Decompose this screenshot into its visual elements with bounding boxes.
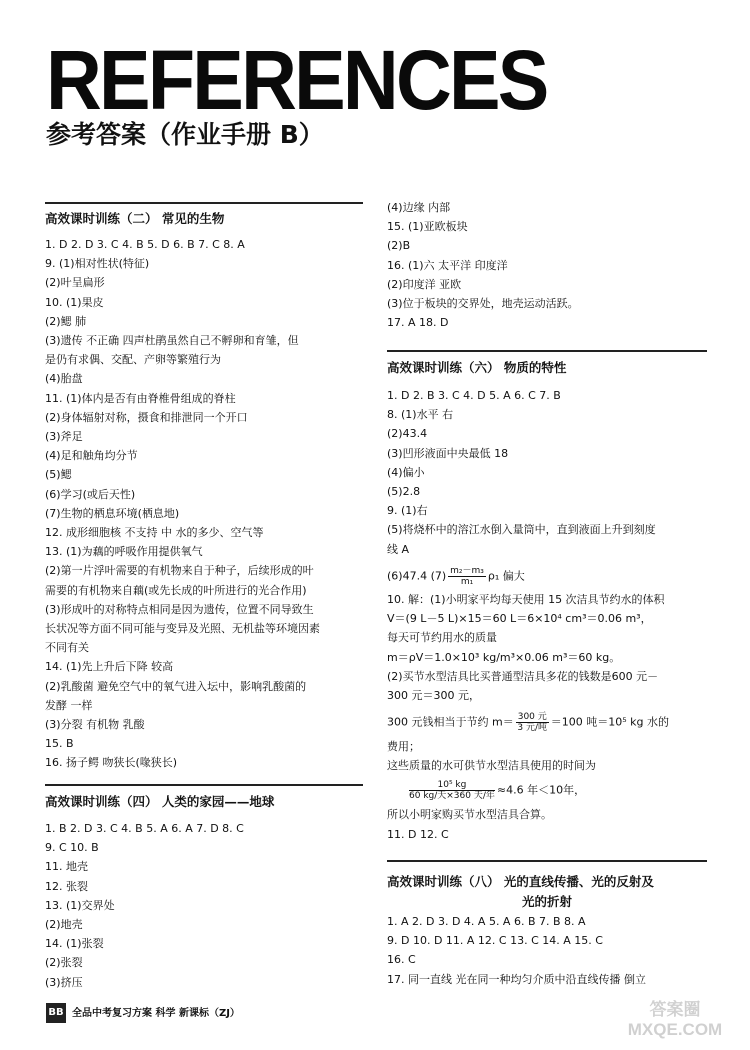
fraction <box>409 780 495 801</box>
answer-text: ρ₁ 偏大 <box>487 569 525 583</box>
watermark-line2: MXQE.COM <box>627 1020 723 1039</box>
answer-line: 这些质量的水可供节水型洁具使用的时间为 <box>387 759 596 773</box>
section-header-8-line2: 光的折射 <box>522 894 573 909</box>
answer-10-cost-line <box>387 712 669 733</box>
section-header-8: 高效课时训练（八） 光的直线传播、光的反射及 <box>387 874 654 889</box>
section-header-4: 高效课时训练（四） 人类的家园——地球 <box>45 794 275 809</box>
answer-line: (2)地壳 <box>45 918 83 931</box>
answer-line: 9. C 10. B <box>45 841 99 855</box>
answer-line: (2)B <box>387 239 411 253</box>
answer-line: 10. 解：(1)小明家平均每天使用 15 次洁具节约水的体积 <box>387 593 665 606</box>
answer-line: (2)43.4 <box>387 427 428 441</box>
answer-line: (5)2.8 <box>387 485 421 498</box>
section-rule <box>387 350 707 352</box>
answer-line: 12. 成形细胞核 不支持 中 水的多少、空气等 <box>45 526 264 539</box>
answer-line: (3)挤压 <box>45 975 83 989</box>
answer-line: 9. (1)相对性状(特征) <box>45 257 150 271</box>
answer-line: (2)张裂 <box>45 956 83 970</box>
answer-line: 15. (1)亚欧板块 <box>387 220 468 234</box>
answer-line: 16. C <box>387 953 416 967</box>
answer-10-time-line <box>407 780 585 801</box>
answer-line: 14. (1)张裂 <box>45 937 104 951</box>
footer <box>46 1003 240 1023</box>
answer-line: 17. 同一直线 光在同一种均匀介质中沿直线传播 倒立 <box>387 972 646 986</box>
answer-line: 15. B <box>45 737 74 751</box>
section-header-6: 高效课时训练（六） 物质的特性 <box>387 360 567 375</box>
answer-line: 线 A <box>387 542 410 556</box>
answer-line: 费用； <box>387 740 420 753</box>
answer-text: ＝100 吨＝10⁵ kg 水的 <box>550 715 670 729</box>
answer-line: (2)鳃 肺 <box>45 314 87 328</box>
fraction <box>448 566 486 587</box>
answer-line: 1. A 2. D 3. D 4. A 5. A 6. B 7. B 8. A <box>387 915 586 928</box>
answer-line: m＝ρV＝1.0×10³ kg/m³×0.06 m³＝60 kg。 <box>387 650 621 664</box>
answer-line: (2)叶呈扁形 <box>45 276 105 290</box>
answer-line: (3)形成叶的对称特点相同是因为遗传，位置不同导致生 <box>45 602 314 616</box>
answer-line: (3)位于板块的交界处，地壳运动活跃。 <box>387 297 579 310</box>
watermark-line1: 答案圈 <box>649 1000 701 1019</box>
watermark <box>612 1000 738 1044</box>
answer-line: 300 元＝300 元， <box>387 689 480 702</box>
section-rule <box>45 784 363 786</box>
answer-10-conclusion: 所以小明家购买节水型洁具合算。 <box>387 808 552 821</box>
answer-line: 10. (1)果皮 <box>45 295 104 309</box>
answer-line: (4)胎盘 <box>45 372 83 386</box>
fraction-numerator: 300 元 <box>517 712 547 722</box>
section-header-2: 高效课时训练（二） 常见的生物 <box>45 211 225 226</box>
fraction-denominator: m₁ <box>460 577 474 587</box>
answer-line: 13. (1)交界处 <box>45 898 115 912</box>
answer-text: ≈4.6 年＜10年， <box>496 783 586 797</box>
answer-line: 14. (1)先上升后下降 较高 <box>45 660 174 674</box>
answer-line: (6)学习(或后天性) <box>45 487 136 501</box>
answer-line: 发酵 一样 <box>45 698 93 712</box>
answer-line: 9. D 10. D 11. A 12. C 13. C 14. A 15. C <box>387 934 603 948</box>
answer-line: V＝(9 L－5 L)×15＝60 L＝6×10⁴ cm³＝0.06 m³， <box>387 612 652 626</box>
answer-line: 是仍有求偶、交配、产卵等繁殖行为 <box>45 353 221 367</box>
answer-line: 17. A 18. D <box>387 316 449 330</box>
answer-line: 每天可节约用水的质量 <box>387 631 497 645</box>
answer-line: 8. (1)水平 右 <box>387 408 454 422</box>
answer-line: (5)鳃 <box>45 468 72 482</box>
answer-line: 9. (1)右 <box>387 504 428 518</box>
page-title: REFERENCES <box>46 33 547 127</box>
answer-line: (3)斧足 <box>45 430 83 443</box>
answer-line: 11. 地壳 <box>45 860 88 874</box>
answer-line: (2)买节水型洁具比买普通型洁具多花的钱数是600 元－ <box>387 669 659 683</box>
fraction <box>516 712 549 733</box>
answer-line: 11. (1)体内是否有由脊椎骨组成的脊柱 <box>45 391 236 405</box>
answer-line: (4)偏小 <box>387 465 425 479</box>
footer-text: 全品中考复习方案 科学 新课标（ZJ） <box>72 1008 240 1019</box>
answer-11-12: 11. D 12. C <box>387 828 449 841</box>
page-subtitle: 参考答案（作业手册 B） <box>46 120 324 149</box>
answer-line: (3)分裂 有机物 乳酸 <box>45 718 145 731</box>
section-rule <box>387 860 707 862</box>
answer-line: (2)身体辐射对称，摄食和排泄同一个开口 <box>45 410 248 424</box>
answer-line: (3)遗传 不正确 四声杜鹃虽然自己不孵卵和育雏，但 <box>45 334 299 347</box>
answer-line: (2)第一片浮叶需要的有机物来自于种子，后续形成的叶 <box>45 564 314 578</box>
answer-line: (2)乳酸菌 避免空气中的氧气进入坛中，影响乳酸菌的 <box>45 679 307 693</box>
answer-line: (2)印度洋 亚欧 <box>387 277 462 291</box>
answer-line: 长状况等方面不同可能与变异及光照、无机盐等环境因素 <box>45 622 320 635</box>
answer-line: 1. D 2. D 3. C 4. B 5. D 6. B 7. C 8. A <box>45 238 245 251</box>
fraction-denominator: 60 kg/天×360 天/年 <box>409 791 495 801</box>
answer-line: (7)生物的栖息环境(栖息地) <box>45 506 180 520</box>
answer-line: 需要的有机物来自藕(或先长成的叶所进行的光合作用) <box>45 583 307 597</box>
section-rule <box>45 202 363 204</box>
answer-text: (6)47.4 (7) <box>387 569 447 583</box>
fraction-numerator: 10⁵ kg <box>409 780 495 791</box>
answer-text: 300 元钱相当于节约 m＝ <box>387 715 514 729</box>
answer-line: 1. B 2. D 3. C 4. B 5. A 6. A 7. D 8. C <box>45 822 244 835</box>
book-logo-icon: BB <box>46 1003 66 1023</box>
answer-line: 16. (1)六 太平洋 印度洋 <box>387 258 508 272</box>
fraction-denominator: 3 元/吨 <box>517 723 548 733</box>
answer-line: 16. 扬子鳄 吻狭长(喙狭长) <box>45 756 178 770</box>
answer-line: 12. 张裂 <box>45 879 88 893</box>
answer-line: (4)足和触角均分节 <box>45 449 138 463</box>
answer-line: 13. (1)为藕的呼吸作用提供氧气 <box>45 545 203 559</box>
answer-line: 1. D 2. B 3. C 4. D 5. A 6. C 7. B <box>387 389 561 402</box>
answer-line: (4)边缘 内部 <box>387 201 451 214</box>
answer-line: 不同有关 <box>45 641 89 655</box>
answer-line: (5)将烧杯中的溶江水倒入量筒中，直到液面上升到刻度 <box>387 523 656 537</box>
answer-9-6-line <box>387 566 525 587</box>
answer-line: (3)凹形液面中央最低 18 <box>387 446 509 460</box>
fraction-numerator: m₂－m₃ <box>450 566 484 576</box>
